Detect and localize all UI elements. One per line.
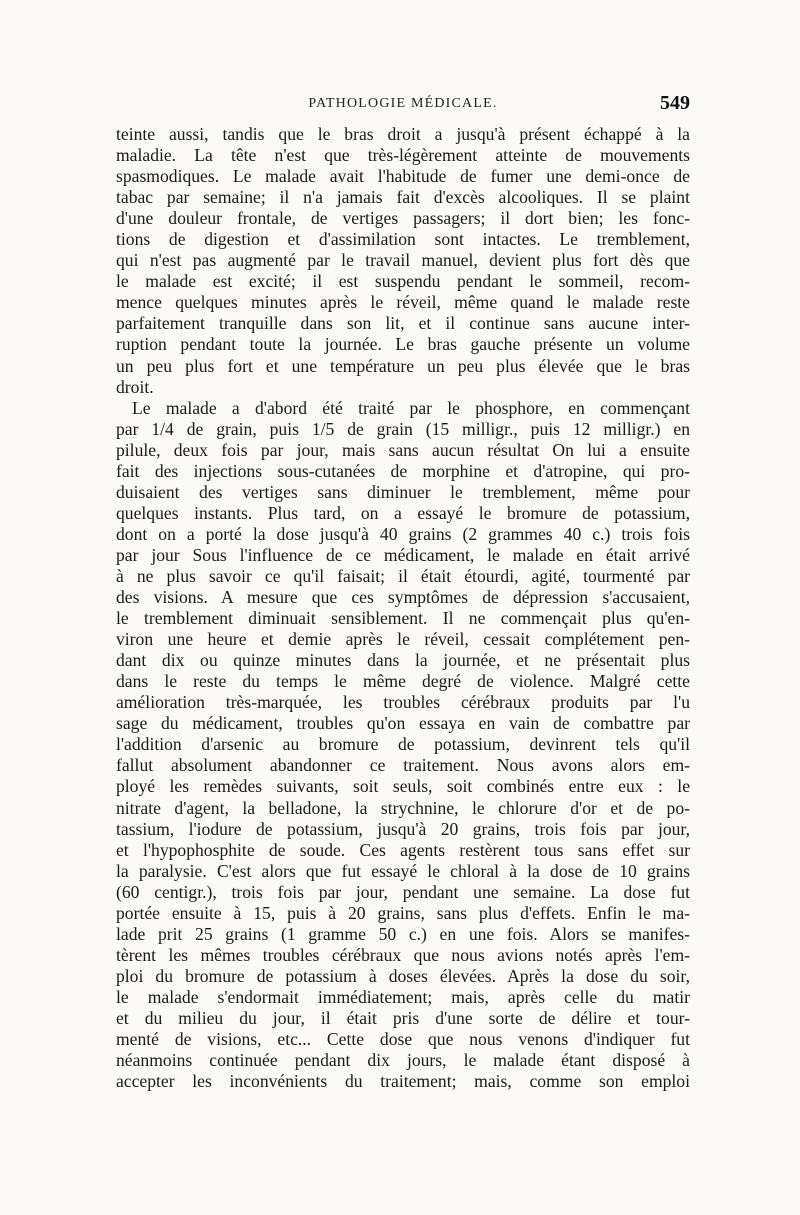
text-line: nitrate d'agent, la belladone, la strychnine, le chlorure d'or et de po- — [116, 797, 690, 818]
text-line: accepter les inconvénients du traitement; mais, comme son emploi — [116, 1071, 690, 1092]
text-line: ruption pendant toute la journée. Le bras gauche présente un volume — [116, 334, 690, 355]
text-line: droit. — [116, 376, 154, 397]
running-header — [116, 92, 690, 120]
text-line: ployé les remèdes suivants, soit seuls, soit combinés entre eux : le — [116, 776, 690, 797]
text-line: qui n'est pas augmenté par le travail manuel, devient plus fort dès que — [116, 250, 690, 271]
text-line: et l'hypophosphite de soude. Ces agents restèrent tous sans effet sur — [116, 839, 690, 860]
text-line: l'addition d'arsenic au bromure de potassium, devinrent tels qu'il — [116, 734, 690, 755]
running-title: PATHOLOGIE MÉDICALE. — [308, 96, 498, 111]
text-line: à ne plus savoir ce qu'il faisait; il était étourdi, agité, tourmenté par — [116, 565, 690, 586]
text-line: néanmoins continuée pendant dix jours, le malade étant disposé à — [116, 1050, 690, 1071]
text-line: et du milieu du jour, il était pris d'une sorte de délire et tour- — [116, 1007, 690, 1028]
text-line: teinte aussi, tandis que le bras droit a jusqu'à présent échappé à la — [116, 124, 690, 144]
text-line: dant dix ou quinze minutes dans la journée, et ne présentait plus — [116, 650, 690, 671]
text-line: portée ensuite à 15, puis à 20 grains, sans plus d'effets. Enfin le ma- — [116, 902, 690, 923]
text-line: des visions. A mesure que ces symptômes de dépression s'accusaient, — [116, 587, 690, 608]
text-line: lade prit 25 grains (1 gramme 50 c.) en une fois. Alors se manifes- — [116, 923, 690, 944]
text-line: amélioration très-marquée, les troubles cérébraux produits par l'u — [116, 692, 690, 713]
text-line: ploi du bromure de potassium à doses élevées. Après la dose du soir, — [116, 965, 690, 986]
text-line: d'une douleur frontale, de vertiges passagers; il dort bien; les fonc- — [116, 208, 690, 229]
text-line: mence quelques minutes après le réveil, même quand le malade reste — [116, 292, 690, 313]
body-text — [116, 124, 690, 1092]
text-line: viron une heure et demie après le réveil, cessait complétement pen- — [116, 629, 690, 650]
text-line: dont on a porté la dose jusqu'à 40 grains (2 grammes 40 c.) trois fois — [116, 523, 690, 544]
text-line: Le malade a d'abord été traité par le phosphore, en commençant — [132, 397, 690, 418]
page-number: 549 — [660, 92, 690, 114]
text-line: le tremblement diminuait sensiblement. Il ne commençait plus qu'en- — [116, 608, 690, 629]
text-line: dans le reste du temps le même degré de violence. Malgré cette — [116, 671, 690, 692]
text-line: sage du médicament, troubles qu'on essaya en vain de combattre par — [116, 713, 690, 734]
text-line: spasmodiques. Le malade avait l'habitude de fumer une demi-once de — [116, 166, 690, 187]
text-line: le malade est excité; il est suspendu pendant le sommeil, recom- — [116, 271, 690, 292]
text-line: maladie. La tête n'est que très-légèrement atteinte de mouvements — [116, 145, 690, 166]
text-line: (60 centigr.), trois fois par jour, pendant une semaine. La dose fut — [116, 881, 690, 902]
text-line: quelques instants. Plus tard, on a essayé le bromure de potassium, — [116, 502, 690, 523]
text-line: pilule, deux fois par jour, mais sans aucun résultat On lui a ensuite — [116, 439, 690, 460]
text-line: par jour Sous l'influence de ce médicament, le malade en était arrivé — [116, 544, 690, 565]
text-line: tabac par semaine; il n'a jamais fait d'excès alcooliques. Il se plaint — [116, 187, 690, 208]
text-line: le malade s'endormait immédiatement; mais, après celle du matir — [116, 986, 690, 1007]
text-line: tassium, l'iodure de potassium, jusqu'à 20 grains, trois fois par jour, — [116, 818, 690, 839]
text-line: menté de visions, etc... Cette dose que nous venons d'indiquer fut — [116, 1029, 690, 1050]
text-line: la paralysie. C'est alors que fut essayé le chloral à la dose de 10 grains — [116, 860, 690, 881]
text-line: fait des injections sous-cutanées de morphine et d'atropine, qui pro- — [116, 460, 690, 481]
text-line: tèrent les mêmes troubles cérébraux que nous avions notés après l'em- — [116, 944, 690, 965]
text-line: tions de digestion et d'assimilation sont intactes. Le tremblement, — [116, 229, 690, 250]
text-line: parfaitement tranquille dans son lit, et il continue sans aucune inter- — [116, 313, 690, 334]
text-line: un peu plus fort et une température un peu plus élevée que le bras — [116, 355, 690, 376]
text-line: par 1/4 de grain, puis 1/5 de grain (15 milligr., puis 12 milligr.) en — [116, 418, 690, 439]
text-line: duisaient des vertiges sans diminuer le tremblement, même pour — [116, 481, 690, 502]
text-line: fallut absolument abandonner ce traitement. Nous avons alors em- — [116, 755, 690, 776]
